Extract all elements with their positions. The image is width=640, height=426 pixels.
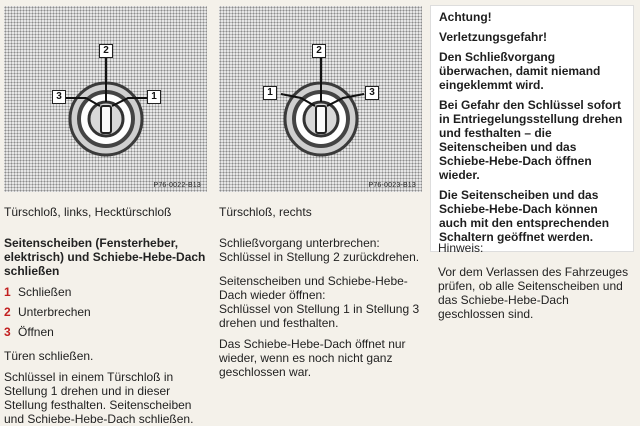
- open-label: Seitenscheiben und Schiebe-Hebe-Dach wieder öffnen:: [219, 274, 408, 302]
- lock-photo-right: [219, 6, 422, 192]
- warning-paragraph: Den Schließvorgang überwachen, damit niemand eingeklemmt wird.: [439, 50, 601, 92]
- item-label: Schließen: [18, 285, 72, 299]
- position-list: [4, 282, 209, 342]
- item-label: Unterbrechen: [18, 305, 91, 319]
- item-number: 1: [4, 285, 11, 299]
- door-lock-illustration-left: [4, 6, 207, 192]
- interrupt-label: Schließvorgang unterbrechen:: [219, 236, 380, 250]
- lock-photo-left: [4, 6, 207, 192]
- item-label: Öffnen: [18, 325, 54, 339]
- warning-box: [430, 5, 634, 252]
- step-title: Türen schließen.: [4, 349, 94, 363]
- section-heading: Seitenscheiben (Fensterheber, elektrisch) und Schiebe-Hebe-Dach schließen: [4, 236, 206, 278]
- middle-column: [219, 236, 424, 379]
- list-item: [4, 302, 209, 322]
- callout-position-1: 1: [263, 86, 277, 100]
- item-number: 3: [4, 325, 11, 339]
- list-item: [4, 322, 209, 342]
- callout-position-2: 2: [312, 44, 326, 58]
- figure-code: P76-0022-B13: [153, 182, 201, 189]
- interrupt-text: Schlüssel in Stellung 2 zurückdrehen.: [219, 250, 420, 264]
- figure-caption-right: Türschloß, rechts: [219, 205, 312, 219]
- left-column: [4, 236, 209, 426]
- callout-position-1: 1: [147, 90, 161, 104]
- list-item: [4, 282, 209, 302]
- door-lock-illustration-right: [219, 6, 422, 192]
- item-number: 2: [4, 305, 11, 319]
- figure-caption-left: Türschloß, links, Hecktürschloß: [4, 205, 172, 219]
- hint-section: [438, 241, 634, 321]
- warning-paragraph: Bei Gefahr den Schlüssel sofort in Entriegelungsstellung drehen und festhalten – die Seitenscheiben und das Schiebe-Hebe-Dach öffnen wieder.: [439, 98, 623, 182]
- callout-position-3: 3: [365, 86, 379, 100]
- sunroof-note: Das Schiebe-Hebe-Dach öffnet nur wieder, wenn es noch nicht ganz geschlossen war.: [219, 337, 406, 379]
- warning-subtitle: Verletzungsgefahr!: [439, 30, 548, 44]
- callout-position-3: 3: [52, 90, 66, 104]
- open-text: Schlüssel von Stellung 1 in Stellung 3 drehen und festhalten.: [219, 302, 420, 330]
- figure-code: P76-0023-B13: [368, 182, 416, 189]
- warning-paragraph: Die Seitenscheiben und das Schiebe-Hebe-Dach können auch mit den entsprechenden Schaltern geöffnet werden.: [439, 188, 610, 244]
- hint-text: Vor dem Verlassen des Fahrzeuges prüfen, ob alle Seitenscheiben und das Schiebe-Hebe-Dach geschlossen sind.: [438, 265, 629, 321]
- step-text: Schlüssel in einem Türschloß in Stellung 1 drehen und in dieser Stellung festhalten. Seitenscheiben und Schiebe-Hebe-Dach schließen.: [4, 370, 194, 426]
- hint-label: Hinweis:: [438, 241, 484, 255]
- callout-position-2: 2: [99, 44, 113, 58]
- warning-title: Achtung!: [439, 10, 492, 24]
